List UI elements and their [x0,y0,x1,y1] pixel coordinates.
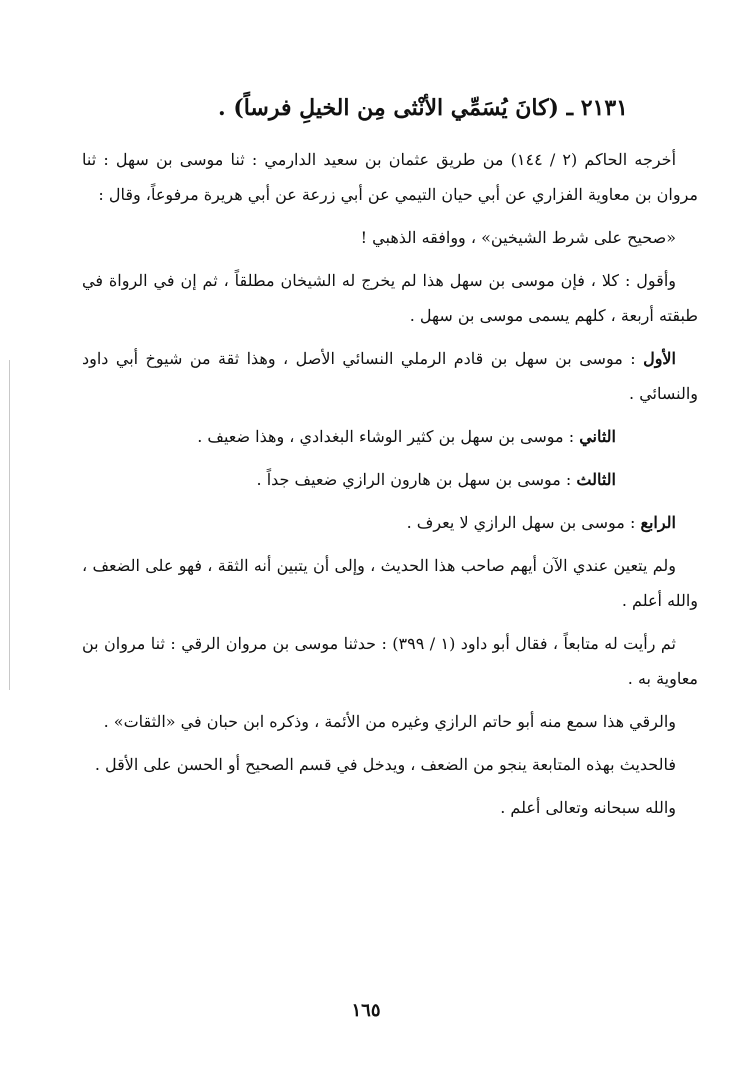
paragraph-narrator-second [82,419,698,454]
paragraph-raqqi: والرقي هذا سمع منه أبو حاتم الرازي وغيره من الأئمة ، وذكره ابن حبان في «الثقات» . [103,712,676,731]
narrator-fourth-label: الرابع [640,513,676,532]
narrator-second-text: : موسى بن سهل بن كثير الوشاء البغدادي ، وهذا ضعيف . [197,427,575,446]
narrator-third-text: : موسى بن سهل بن هارون الرازي ضعيف جداً . [256,470,572,489]
hadith-heading: ٢١٣١ ـ (كانَ يُسَمِّي الأنْثى مِن الخيلِ فرساً) . [218,95,628,121]
paragraph-corroboration: ثم رأيت له متابعاً ، فقال أبو داود (١ / ٣٩٩) : حدثنا موسى بن مروان الرقي : ثنا مروان بن معاوية به . [82,634,698,688]
paragraph-narrator-first [82,341,698,411]
narrator-fourth-text: : موسى بن سهل الرازي لا يعرف . [406,513,636,532]
paragraph-narrator-fourth [82,505,698,540]
paragraph-uncertainty: ولم يتعين عندي الآن أيهم صاحب هذا الحديث ، وإلى أن يتبين أنه الثقة ، فهو على الضعف ، والله أعلم . [82,556,698,610]
paragraph-conclusion: فالحديث بهذه المتابعة ينجو من الضعف ، ويدخل في قسم الصحيح أو الحسن على الأقل . [94,755,676,774]
paragraph-narrator-third [82,462,698,497]
narrator-second-label: الثاني [579,427,616,446]
margin-rule [9,360,10,690]
paragraph-closing: والله سبحانه وتعالى أعلم . [500,798,676,817]
narrator-first-text: : موسى بن سهل بن قادم الرملي النسائي الأصل ، وهذا ثقة من شيوخ أبي داود والنسائي . [82,349,698,403]
page-number: ١٦٥ [351,1000,381,1021]
narrator-third-label: الثالث [576,470,616,489]
narrator-first-label: الأول [643,349,676,368]
page-body [82,90,698,833]
paragraph-hakim-quote: «صحيح على شرط الشيخين» ، ووافقه الذهبي ! [360,228,676,247]
paragraph-critique: وأقول : كلا ، فإن موسى بن سهل هذا لم يخرج له الشيخان مطلقاً ، ثم إن في الرواة في طبقته أربعة ، كلهم يسمى موسى بن سهل . [82,271,698,325]
paragraph-takhrij: أخرجه الحاكم (٢ / ١٤٤) من طريق عثمان بن سعيد الدارمي : ثنا موسى بن سهل : ثنا مروان بن معاوية الفزاري عن أبي حيان التيمي عن أبي زرعة عن أبي هريرة مرفوعاً، وقال : [82,150,698,204]
